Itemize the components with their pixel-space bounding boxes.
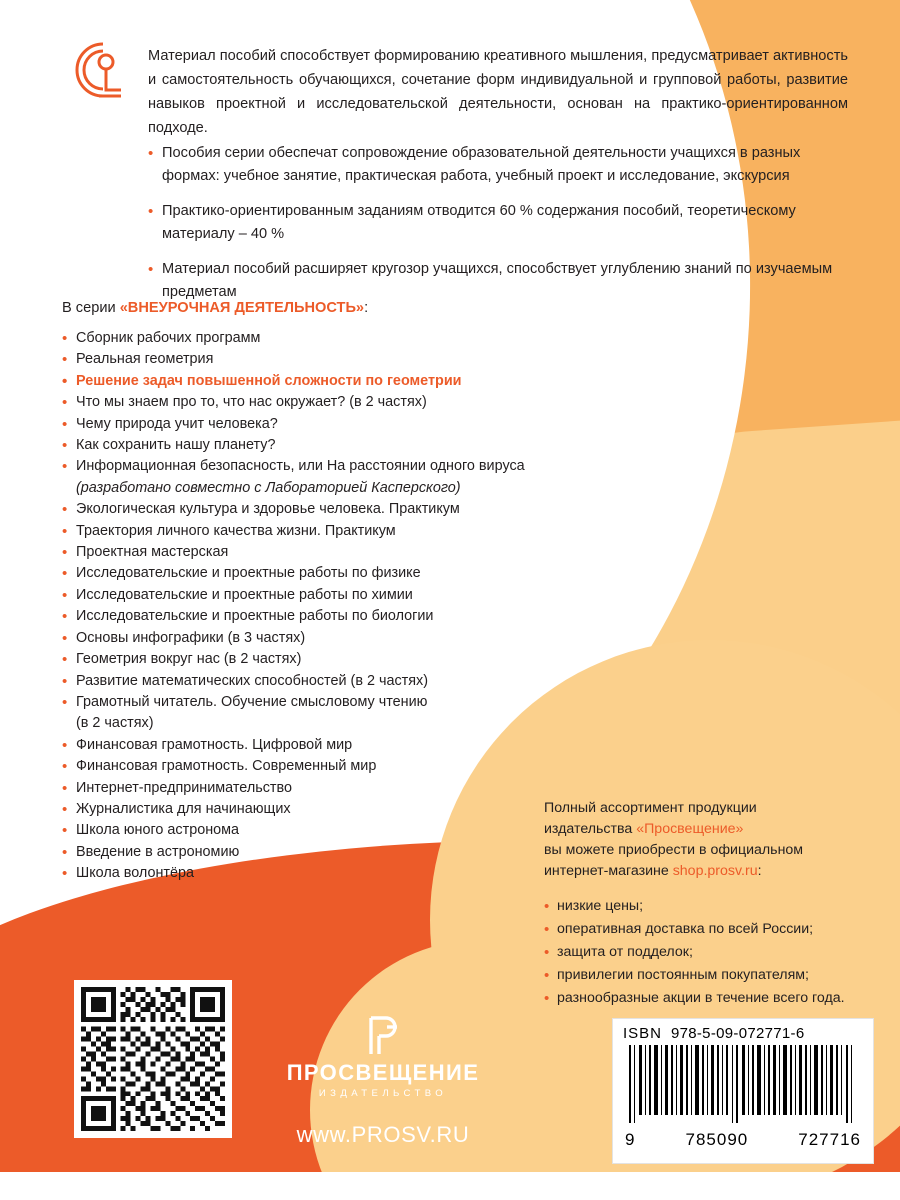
intro-bullet-list	[148, 142, 848, 316]
barcode-digit-group-left: 9	[625, 1130, 636, 1149]
list-item-label: Информационная безопасность, или На расстоянии одного вируса	[76, 458, 525, 475]
list-item-label: Журналистика для начинающих	[76, 800, 291, 817]
barcode-digits	[623, 1130, 863, 1150]
list-item	[62, 521, 622, 542]
barcode-digit-group-right: 727716	[798, 1130, 861, 1149]
list-item-label: Финансовая грамотность. Цифровой мир	[76, 736, 353, 753]
promo-line-2-prefix: издательства	[544, 821, 637, 837]
series-list	[62, 328, 622, 885]
list-item	[62, 585, 622, 606]
barcode	[623, 1045, 863, 1123]
list-item	[62, 542, 622, 563]
list-item	[62, 499, 622, 520]
promo-line-4-prefix: интернет-магазине	[544, 863, 673, 879]
list-item-label: Исследовательские и проектные работы по химии	[76, 586, 413, 603]
list-item	[62, 863, 622, 884]
list-item	[62, 649, 622, 670]
promo-brand: «Просвещение»	[636, 821, 744, 837]
prosveshchenie-monogram-icon	[363, 1016, 403, 1056]
list-item-label: Траектория личного качества жизни. Практикум	[76, 522, 396, 539]
publisher-name: ПРОСВЕЩЕНИЕ	[286, 1060, 480, 1085]
publisher-url[interactable]: www.PROSV.RU	[296, 1122, 470, 1147]
publisher-logo	[256, 1016, 510, 1099]
list-item	[62, 606, 622, 627]
list-item	[62, 692, 622, 735]
list-item: • низкие цены;	[544, 895, 874, 918]
list-item	[62, 756, 622, 777]
promo-line-4-suffix: :	[757, 863, 762, 879]
list-item	[62, 820, 622, 841]
list-item: • защита от подделок;	[544, 941, 874, 964]
list-item-label: Экологическая культура и здоровье человека. Практикум	[76, 501, 460, 518]
intro-paragraph: Материал пособий способствует формированию креативного мышления, предусматривает активность и самостоятельность обучающихся, сочетание форм индивидуальной и групповой работы, развитие навыков проектной и исследовательской деятельности, основан на практико-ориентированном подходе.	[148, 48, 848, 136]
list-item-label: Что мы знаем про то, что нас окружает? (в 2 частях)	[76, 394, 427, 411]
list-item-label: Введение в астрономию	[76, 843, 240, 860]
list-item	[62, 778, 622, 799]
promo-line-3: вы можете приобрести в официальном	[544, 842, 804, 858]
series-heading-accent: «ВНЕУРОЧНАЯ ДЕЯТЕЛЬНОСТЬ»	[119, 300, 365, 316]
list-item	[62, 842, 622, 863]
list-item	[62, 414, 622, 435]
list-item-label: Как сохранить нашу планету?	[76, 437, 276, 454]
list-item-label: Проектная мастерская	[76, 544, 229, 561]
list-item-label: Финансовая грамотность. Современный мир	[76, 758, 377, 775]
publisher-subtitle: ИЗДАТЕЛЬСТВО	[318, 1088, 448, 1099]
list-item-label: Исследовательские и проектные работы по биологии	[76, 608, 434, 625]
promo-block	[544, 798, 874, 1010]
list-item	[62, 628, 622, 649]
series-heading	[62, 300, 368, 316]
series-heading-suffix: :	[364, 300, 369, 316]
list-item	[62, 671, 622, 692]
list-item-label: Школа волонтёра	[76, 865, 195, 882]
list-item	[62, 735, 622, 756]
list-item-label: Чему природа учит человека?	[76, 415, 278, 432]
isbn-line	[623, 1025, 863, 1042]
list-item-label: Исследовательские и проектные работы по физике	[76, 565, 421, 582]
isbn-label: ISBN	[623, 1025, 663, 1042]
list-item-sublabel: (разработано совместно с Лабораторией Касперского)	[76, 479, 461, 496]
prosveshchenie-logo-icon	[72, 40, 134, 102]
list-item	[62, 328, 622, 349]
list-item: • Материал пособий расширяет кругозор учащихся, способствует углублению знаний по изучаемым предметам	[148, 258, 848, 304]
list-item-label: Основы инфографики (в 3 частях)	[76, 629, 306, 646]
list-item	[62, 392, 622, 413]
series-heading-prefix: В серии	[62, 300, 120, 316]
list-item	[62, 799, 622, 820]
list-item-label: Грамотный читатель. Обучение смысловому чтению	[76, 693, 428, 710]
barcode-digit-group-mid: 785090	[685, 1130, 749, 1149]
shop-link[interactable]: shop.prosv.ru	[672, 863, 758, 879]
list-item-sublabel: (в 2 частях)	[76, 715, 154, 732]
promo-lead	[544, 798, 874, 882]
list-item-label: Развитие математических способностей (в 2 частях)	[76, 672, 429, 689]
list-item-label: Решение задач повышенной сложности по геометрии	[76, 372, 462, 389]
list-item-label: Геометрия вокруг нас (в 2 частях)	[76, 651, 302, 668]
list-item-label: Реальная геометрия	[76, 351, 214, 368]
list-item-highlighted	[62, 371, 622, 392]
list-item	[62, 456, 622, 499]
list-item	[62, 563, 622, 584]
list-item: • Практико-ориентированным заданиям отводится 60 % содержания пособий, теоретическому материалу – 40 %	[148, 200, 848, 246]
list-item-label: Школа юного астронома	[76, 822, 240, 839]
promo-line-1: Полный ассортимент продукции	[544, 800, 757, 816]
list-item-label: Интернет-предпринимательство	[76, 779, 292, 796]
list-item: • привилегии постоянным покупателям;	[544, 964, 874, 987]
promo-bullet-list	[544, 895, 874, 1010]
list-item: • разнообразные акции в течение всего года.	[544, 987, 874, 1010]
list-item: • оперативная доставка по всей России;	[544, 918, 874, 941]
list-item	[62, 349, 622, 370]
list-item: • Пособия серии обеспечат сопровождение образовательной деятельности учащихся в разных формах: учебное занятие, практическая работа, учебный проект и исследование, экскурсия	[148, 142, 848, 188]
isbn-number: 978-5-09-072771-6	[670, 1025, 805, 1042]
list-item-label: Сборник рабочих программ	[76, 330, 261, 346]
qr-code[interactable]	[74, 980, 232, 1138]
list-item	[62, 435, 622, 456]
isbn-barcode-block	[612, 1018, 874, 1164]
